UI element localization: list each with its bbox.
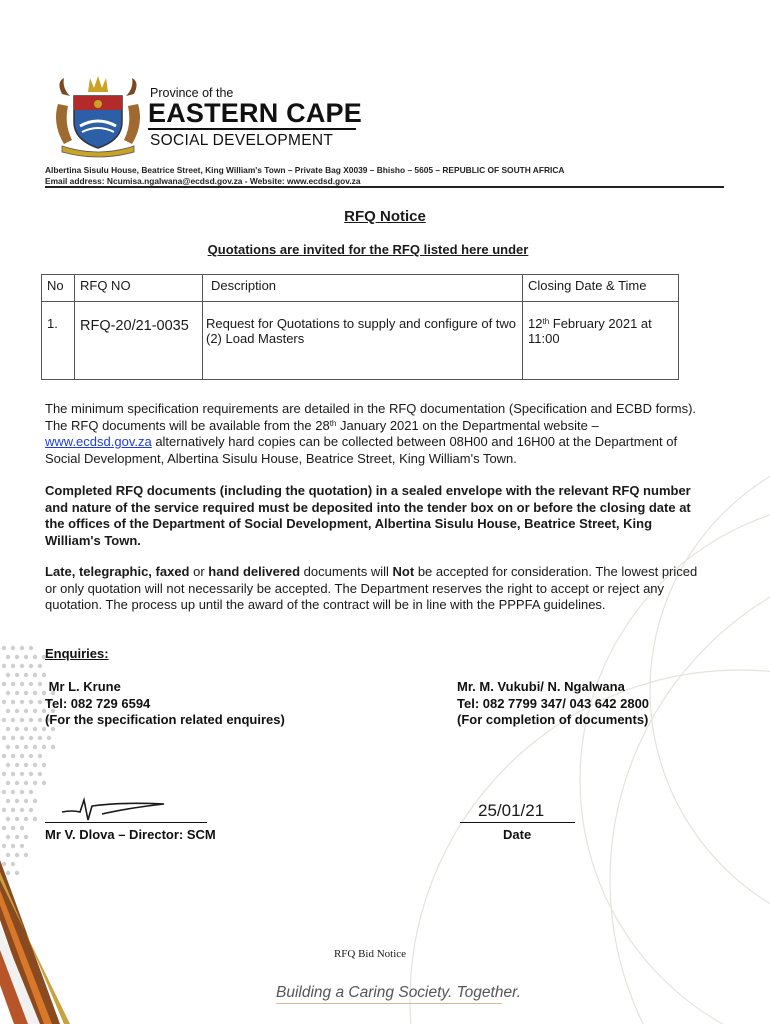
decor-dot	[33, 781, 37, 785]
decor-dot	[20, 826, 24, 830]
decor-dot	[2, 772, 6, 776]
decor-dot	[20, 736, 24, 740]
enquiry-left-note: (For the specification related enquires)	[45, 712, 285, 727]
table-header-row	[42, 275, 679, 302]
decor-dot	[2, 808, 6, 812]
decor-dot	[33, 799, 37, 803]
decor-dot	[6, 709, 10, 713]
department-logo	[48, 74, 368, 164]
p1-text-b: January 2021 on the Departmental website –	[336, 417, 599, 433]
address-line: Albertina Sisulu House, Beatrice Street, King William's Town – Private Bag X0039 – Bhisho – 5605 – REPUBLIC OF SOUTH AFRICA	[45, 165, 565, 175]
beaded-stripes	[0, 860, 70, 1024]
decor-dot	[38, 700, 42, 704]
decor-dot	[15, 871, 19, 875]
decor-dot	[6, 763, 10, 767]
closing-rest: February 2021 at	[549, 316, 652, 331]
decor-dot	[11, 754, 15, 758]
decor-dot	[51, 745, 55, 749]
decor-dot	[20, 772, 24, 776]
decor-dot	[42, 763, 46, 767]
cell-closing	[523, 302, 679, 380]
decor-dot	[6, 673, 10, 677]
decor-dot	[24, 673, 28, 677]
decor-dot	[24, 817, 28, 821]
p3-rest: be accepted for consideration. The lowest priced or only quotation will not necessarily be accepted. The Department reserves the right to accept or reject any quotation. The process up until the award of the contract will be in line with the PPPFA guidelines.	[45, 564, 698, 612]
decor-dot	[29, 808, 33, 812]
decor-dot	[29, 772, 33, 776]
decor-dot	[20, 844, 24, 848]
decor-dot	[11, 790, 15, 794]
decor-dot	[20, 664, 24, 668]
coat-of-arms-icon	[48, 74, 148, 160]
header-description: Description	[203, 275, 523, 302]
decor-dot	[2, 700, 6, 704]
decor-dot	[11, 664, 15, 668]
decor-dot	[38, 772, 42, 776]
decor-dot	[15, 817, 19, 821]
decor-dot	[24, 655, 28, 659]
decor-dot	[2, 736, 6, 740]
decor-dot	[33, 673, 37, 677]
decor-dot	[15, 655, 19, 659]
decor-dot	[38, 664, 42, 668]
decor-dot	[15, 745, 19, 749]
decor-dot	[11, 844, 15, 848]
decor-dot	[11, 646, 15, 650]
decor-dot	[15, 673, 19, 677]
enquiry-left-tel: Tel: 082 729 6594	[45, 696, 151, 711]
decor-dot	[15, 727, 19, 731]
decor-dot	[33, 691, 37, 695]
decor-dot	[24, 781, 28, 785]
decor-dot	[6, 835, 10, 839]
cell-no: 1.	[42, 302, 75, 380]
decor-dot	[15, 691, 19, 695]
slogan-underline	[276, 1003, 502, 1004]
decor-dot	[20, 700, 24, 704]
rfq-table	[41, 274, 679, 380]
decor-dot	[38, 754, 42, 758]
province-prefix: Province of the	[150, 86, 234, 100]
decor-dot	[20, 718, 24, 722]
header-no: No	[42, 275, 75, 302]
paragraph-submission: Completed RFQ documents (including the quotation) in a sealed envelope with the relevant RFQ number and nature of the service required must be deposited into the tender box on or before the closing date at the offices of the Department of Social Development, Albertina Sisulu House, Beatrice Street, King William's Town.	[45, 483, 691, 548]
p1-sup: th	[329, 418, 337, 428]
decor-dot	[38, 736, 42, 740]
enquiry-right-tel: Tel: 082 7799 347/ 043 642 2800	[457, 696, 650, 711]
decor-dot	[20, 790, 24, 794]
cell-rfq-no: RFQ-20/21-0035	[75, 302, 203, 380]
decor-dot	[42, 745, 46, 749]
enquiry-left-name: Mr L. Krune	[45, 679, 121, 694]
decor-dot	[20, 754, 24, 758]
decor-dot	[51, 727, 55, 731]
closing-suffix: th	[542, 317, 550, 326]
p3-or: or	[189, 564, 209, 579]
p1-text-c: alternatively hard copies can be collected between 08H00 and 16H00 at the Department of Social Development, Albertina Sisulu House, Beatrice Street, King William's Town.	[45, 434, 678, 466]
decor-dot	[11, 718, 15, 722]
signatory: Mr V. Dlova – Director: SCM	[45, 827, 216, 842]
decor-dot	[42, 781, 46, 785]
decor-dot	[15, 709, 19, 713]
decor-dot	[42, 727, 46, 731]
decor-dot	[11, 862, 15, 866]
decor-dot	[2, 862, 6, 866]
website-link[interactable]: www.ecdsd.gov.za	[45, 434, 152, 449]
p3-not: Not	[392, 564, 415, 579]
decor-dot	[29, 700, 33, 704]
decor-dot	[2, 790, 6, 794]
closing-time: 11:00	[528, 331, 560, 346]
p1-text-a: The minimum specification requirements are detailed in the RFQ documentation (Specification and ECBD forms). The RFQ documents will be available from the 28	[45, 401, 697, 433]
decor-dot	[20, 646, 24, 650]
decor-dot	[24, 709, 28, 713]
decor-dot	[6, 727, 10, 731]
decor-dot	[11, 682, 15, 686]
decor-dot	[2, 718, 6, 722]
department-name: SOCIAL DEVELOPMENT	[150, 132, 334, 149]
enquiries-heading: Enquiries:	[45, 646, 109, 661]
table-row	[42, 302, 679, 380]
decor-dot	[33, 745, 37, 749]
cell-description: Request for Quotations to supply and configure of two (2) Load Masters	[203, 302, 523, 380]
p3-late: Late, telegraphic, faxed	[45, 564, 190, 579]
decor-dot	[15, 799, 19, 803]
date-line	[460, 822, 575, 823]
header-divider	[45, 186, 724, 188]
decor-dot	[15, 835, 19, 839]
decor-dot	[29, 790, 33, 794]
decor-dot	[33, 727, 37, 731]
decor-dot	[6, 745, 10, 749]
decor-dot	[6, 655, 10, 659]
p3-mid: documents will	[300, 564, 393, 579]
header-rfq-no: RFQ NO	[75, 275, 203, 302]
handwritten-signature	[58, 796, 178, 824]
decor-dot	[11, 808, 15, 812]
decor-dot	[24, 691, 28, 695]
decor-dot	[2, 754, 6, 758]
decor-dot	[33, 817, 37, 821]
logo-divider	[148, 128, 356, 130]
enquiry-right-name: Mr. M. Vukubi/ N. Ngalwana	[457, 679, 625, 694]
decor-dot	[33, 709, 37, 713]
decor-dot	[6, 853, 10, 857]
decor-dot	[24, 763, 28, 767]
decor-dot	[38, 718, 42, 722]
decor-dot	[2, 646, 6, 650]
decor-dot	[29, 664, 33, 668]
date-label: Date	[503, 827, 532, 842]
closing-day: 12	[528, 316, 543, 331]
decor-dot	[33, 763, 37, 767]
footer-note: RFQ Bid Notice	[333, 948, 407, 960]
decor-dot	[11, 736, 15, 740]
decor-dot	[29, 754, 33, 758]
decor-dot	[2, 844, 6, 848]
signed-date: 25/01/21	[478, 801, 545, 820]
p3-hand: hand delivered	[208, 564, 301, 579]
decor-dot	[6, 781, 10, 785]
decor-dot	[2, 826, 6, 830]
header-closing: Closing Date & Time	[523, 275, 679, 302]
decor-dot	[15, 853, 19, 857]
decor-dot	[2, 682, 6, 686]
decor-dot	[6, 799, 10, 803]
decor-dot	[6, 691, 10, 695]
signature-line	[45, 822, 207, 823]
decor-dot	[11, 772, 15, 776]
decor-dot	[29, 718, 33, 722]
decor-dot	[29, 682, 33, 686]
decor-dot	[47, 736, 51, 740]
paragraph-conditions	[45, 564, 705, 614]
decor-dot	[24, 853, 28, 857]
paragraph-availability	[45, 401, 705, 467]
decor-dot	[6, 817, 10, 821]
decor-dot	[24, 745, 28, 749]
decor-dot	[11, 700, 15, 704]
decor-dot	[11, 826, 15, 830]
decor-dot	[15, 763, 19, 767]
decor-dot	[29, 646, 33, 650]
notice-title: RFQ Notice	[344, 208, 426, 225]
notice-subtitle: Quotations are invited for the RFQ listed here under	[207, 242, 529, 257]
decor-dot	[38, 682, 42, 686]
decor-dot	[29, 736, 33, 740]
decor-dot	[15, 781, 19, 785]
footer-slogan: Building a Caring Society. Together.	[276, 984, 521, 1001]
decor-dot	[6, 871, 10, 875]
contact-line: Email address: Ncumisa.ngalwana@ecdsd.gov.za - Website: www.ecdsd.gov.za	[45, 176, 361, 186]
decor-dot	[24, 727, 28, 731]
decor-dot	[33, 655, 37, 659]
decor-dot	[24, 799, 28, 803]
decor-dot	[24, 835, 28, 839]
decor-dot	[2, 664, 6, 668]
province-name: EASTERN CAPE	[148, 98, 362, 128]
enquiry-right-note: (For completion of documents)	[457, 712, 649, 727]
decor-dot	[42, 673, 46, 677]
decor-dot	[20, 808, 24, 812]
decor-dot	[20, 682, 24, 686]
